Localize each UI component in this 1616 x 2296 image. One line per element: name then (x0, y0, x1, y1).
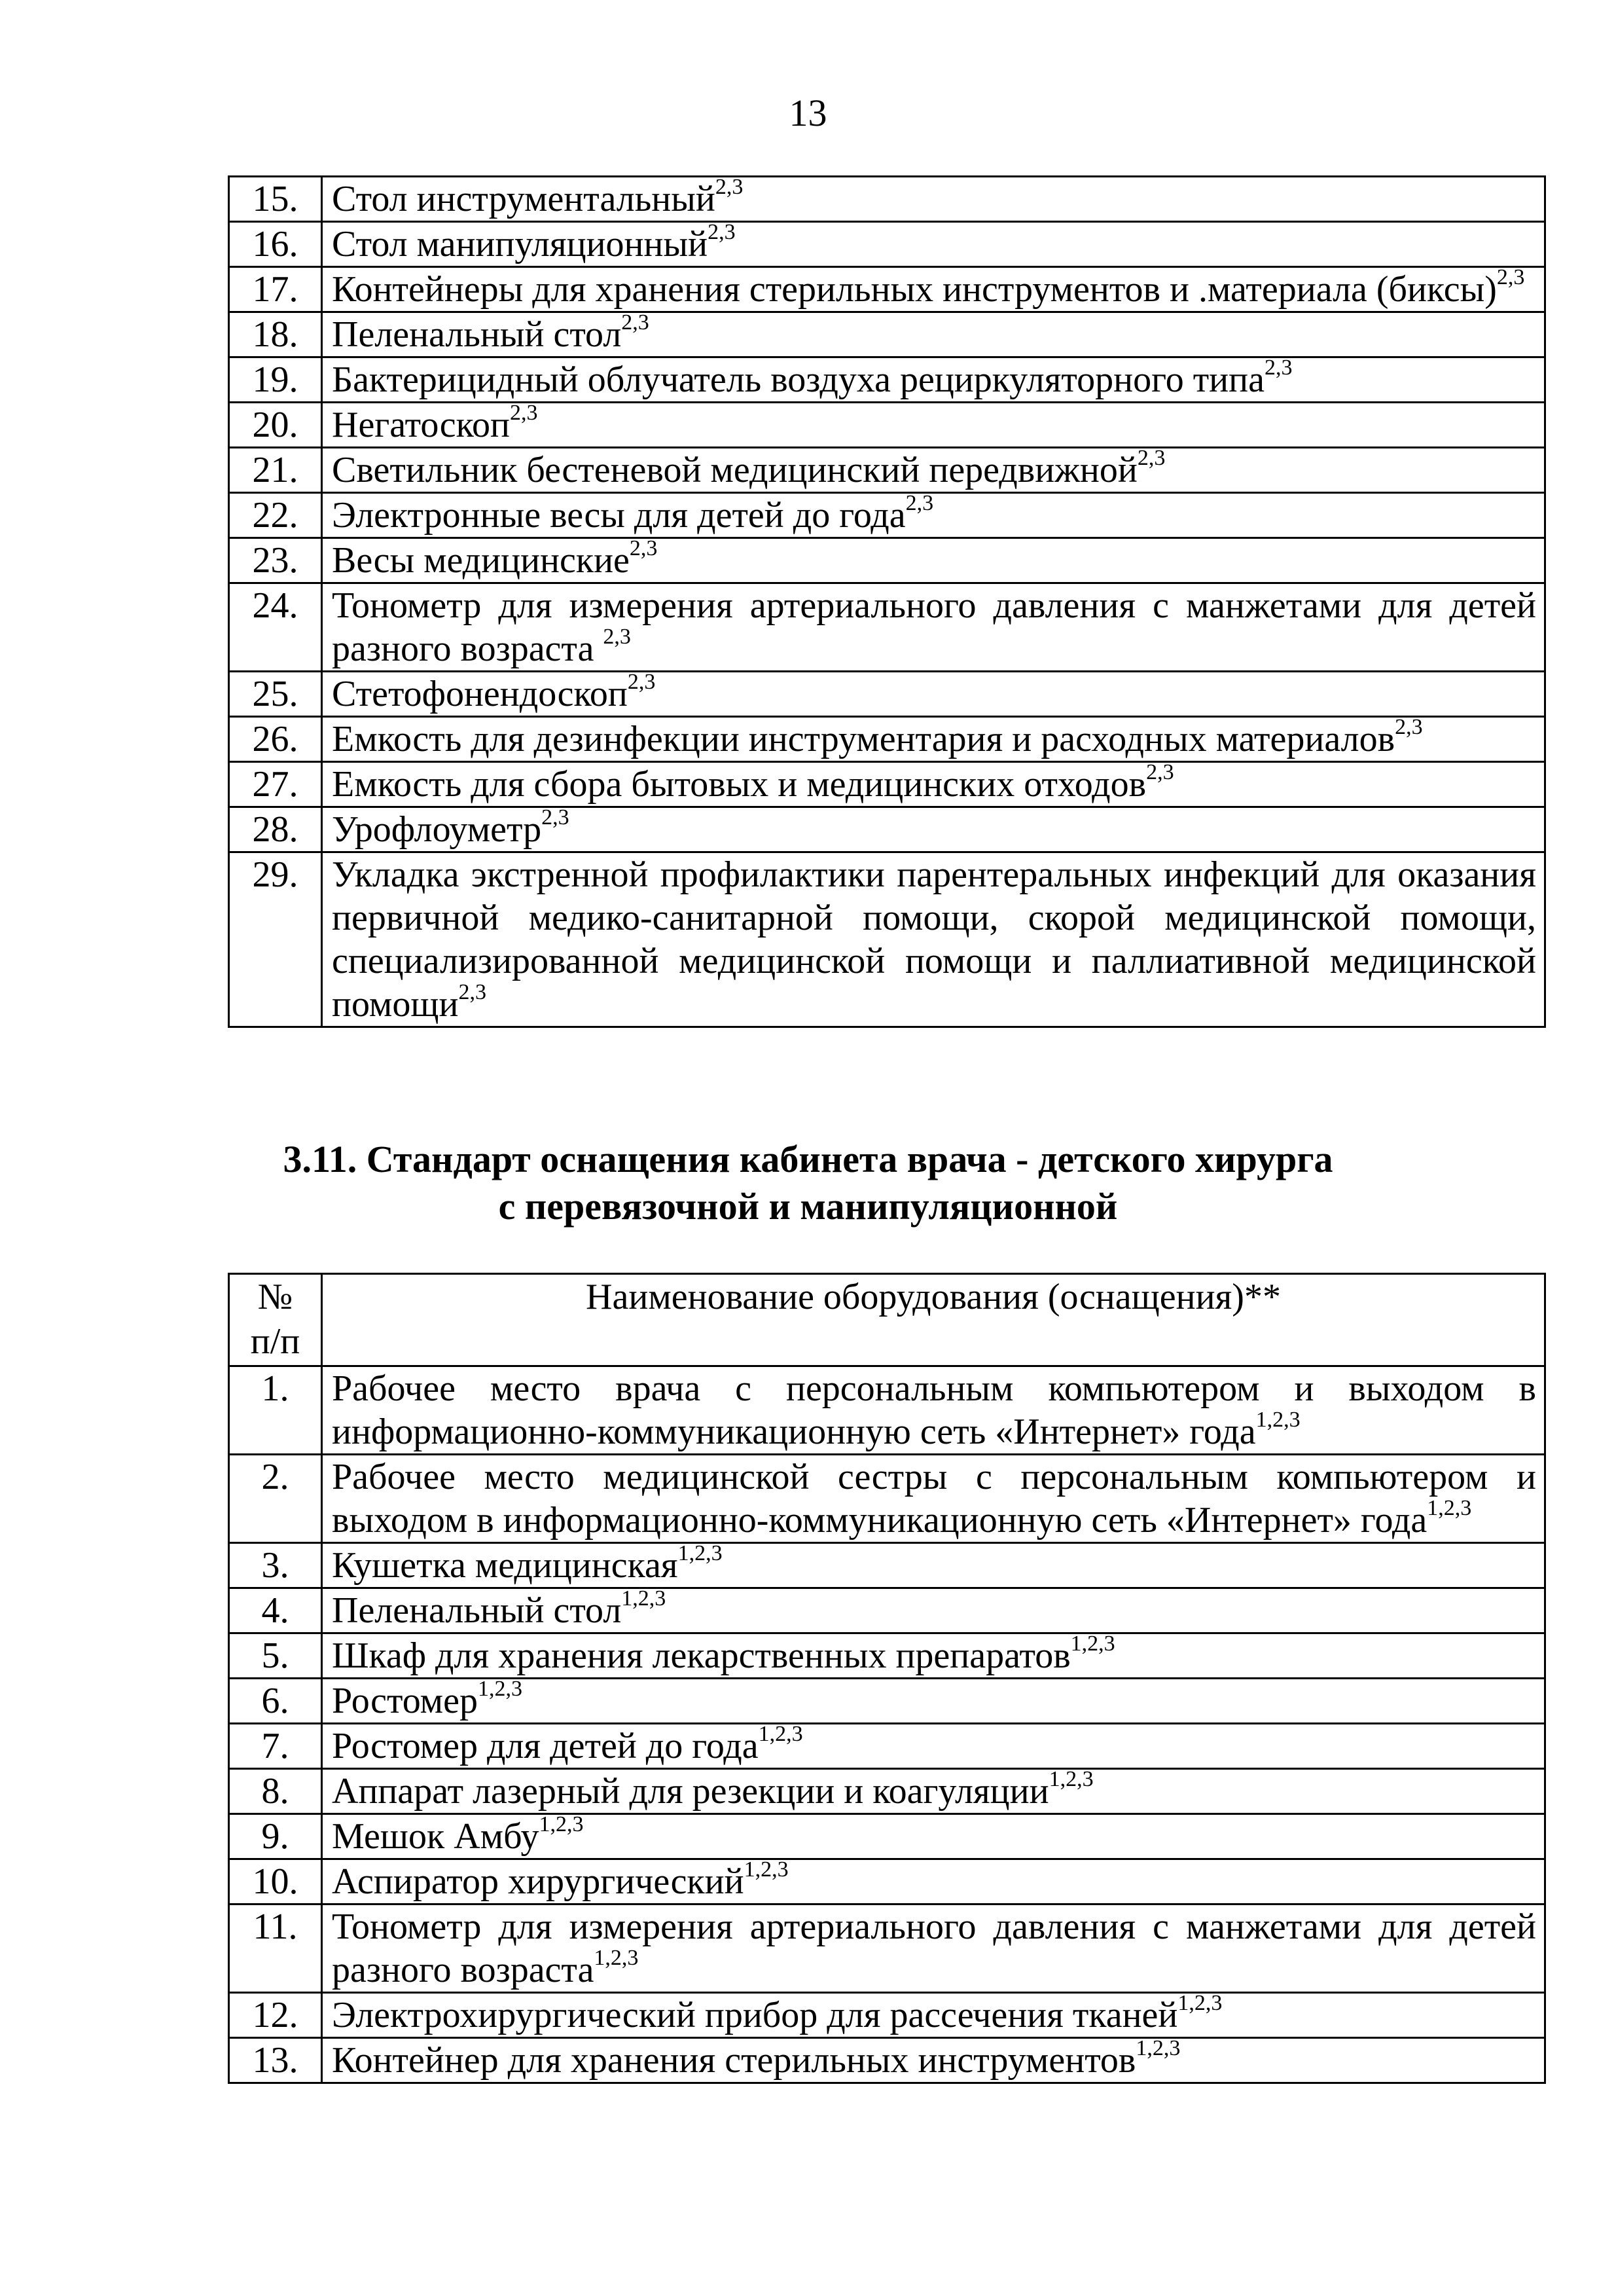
table-header-row (229, 1274, 1545, 1366)
table-row (229, 1633, 1545, 1679)
row-equipment-name (322, 1993, 1545, 2038)
table-row (229, 762, 1545, 807)
header-number-line-1: № (257, 1277, 293, 1317)
table-row (229, 1724, 1545, 1769)
equipment-name-text: Тонометр для измерения артериального давления с манжетами для детей разного возраста (332, 1906, 1536, 1990)
row-equipment-name (322, 403, 1545, 448)
row-equipment-name (322, 717, 1545, 762)
table-row (229, 1993, 1545, 2038)
equipment-name-text: Укладка экстренной профилактики парентеральных инфекций для оказания первичной медико-санитарной помощи, скорой медицинской помощи, специализированной медицинской помощи и паллиативной медицинской помощи (332, 854, 1536, 1025)
row-number: 12. (229, 1993, 322, 2038)
row-number: 17. (229, 267, 322, 312)
row-equipment-name (322, 852, 1545, 1027)
row-equipment-name (322, 1366, 1545, 1455)
row-number: 11. (229, 1904, 322, 1993)
row-number: 5. (229, 1633, 322, 1679)
row-equipment-name (322, 1455, 1545, 1543)
footnote-reference: 2,3 (458, 980, 486, 1004)
table-row (229, 222, 1545, 267)
table-row (229, 807, 1545, 852)
table-row (229, 2038, 1545, 2083)
footnote-reference: 2,3 (541, 805, 569, 829)
footnote-reference: 1,2,3 (1255, 1408, 1301, 1432)
equipment-name-text: Контейнеры для хранения стерильных инструментов и .материала (биксы) (332, 269, 1497, 310)
equipment-table-body (229, 177, 1545, 1027)
footnote-reference: 1,2,3 (1427, 1496, 1472, 1520)
equipment-name-text: Пеленальный стол (332, 314, 622, 355)
row-equipment-name (322, 1859, 1545, 1904)
table-row (229, 538, 1545, 583)
row-number: 6. (229, 1679, 322, 1724)
footnote-reference: 1,2,3 (477, 1677, 522, 1701)
footnote-reference: 2,3 (510, 401, 538, 425)
equipment-name-text: Весы медицинские (332, 540, 630, 581)
header-name-cell: Наименование оборудования (оснащения)** (322, 1274, 1545, 1366)
row-number: 3. (229, 1543, 322, 1588)
equipment-name-text: Тонометр для измерения артериального давления с манжетами для детей разного возраста (332, 585, 1536, 669)
row-number: 1. (229, 1366, 322, 1455)
row-number: 24. (229, 583, 322, 672)
row-equipment-name (322, 1904, 1545, 1993)
equipment-name-text: Электронные весы для детей до года (332, 495, 906, 536)
row-number: 29. (229, 852, 322, 1027)
equipment-name-text: Аппарат лазерный для резекции и коагуляции (332, 1771, 1049, 1812)
row-equipment-name (322, 2038, 1545, 2083)
equipment-name-text: Рабочее место медицинской сестры с персональным компьютером и выходом в информационно-коммуникационную сеть «Интернет» года (332, 1457, 1536, 1540)
row-equipment-name (322, 1814, 1545, 1859)
equipment-name-text: Бактерицидный облучатель воздуха рециркуляторного типа (332, 359, 1265, 400)
equipment-name-text: Контейнер для хранения стерильных инструментов (332, 2040, 1136, 2081)
row-number: 18. (229, 312, 322, 357)
row-equipment-name (322, 583, 1545, 672)
footnote-reference: 1,2,3 (1136, 2036, 1181, 2060)
equipment-standard-table (228, 1273, 1546, 2084)
table-row (229, 1859, 1545, 1904)
row-number: 9. (229, 1814, 322, 1859)
equipment-name-text: Кушетка медицинская (332, 1545, 678, 1586)
row-equipment-name (322, 762, 1545, 807)
equipment-table-body (229, 1366, 1545, 2083)
equipment-name-text: Рабочее место врача с персональным компьютером и выходом в информационно-коммуникационную сеть «Интернет» года (332, 1368, 1536, 1452)
footnote-reference: 2,3 (627, 670, 656, 694)
row-number: 10. (229, 1859, 322, 1904)
footnote-reference: 1,2,3 (1070, 1631, 1115, 1656)
row-equipment-name (322, 493, 1545, 538)
row-equipment-name (322, 267, 1545, 312)
equipment-name-text: Емкость для сбора бытовых и медицинских отходов (332, 764, 1147, 805)
header-number-line-2: п/п (250, 1321, 300, 1362)
row-number: 4. (229, 1588, 322, 1633)
row-number: 23. (229, 538, 322, 583)
row-equipment-name (322, 222, 1545, 267)
table-row (229, 357, 1545, 403)
footnote-reference: 1,2,3 (677, 1541, 723, 1565)
footnote-reference: 2,3 (629, 536, 658, 560)
row-number: 15. (229, 177, 322, 222)
footnote-reference: 2,3 (1137, 446, 1166, 470)
table-row (229, 448, 1545, 493)
table-row (229, 1904, 1545, 1993)
equipment-name-text: Электрохирургический прибор для рассечения тканей (332, 1995, 1178, 2035)
equipment-name-text: Стол инструментальный (332, 179, 715, 219)
table-row (229, 1679, 1545, 1724)
equipment-table-continued (228, 175, 1546, 1028)
row-number: 2. (229, 1455, 322, 1543)
footnote-reference: 1,2,3 (1049, 1767, 1094, 1791)
footnote-reference: 2,3 (1395, 715, 1423, 739)
table-row (229, 1543, 1545, 1588)
table-row (229, 583, 1545, 672)
table-row (229, 312, 1545, 357)
table-row (229, 1455, 1545, 1543)
row-number: 27. (229, 762, 322, 807)
footnote-reference: 2,3 (1146, 760, 1174, 784)
row-number: 13. (229, 2038, 322, 2083)
row-number: 8. (229, 1769, 322, 1814)
footnote-reference: 2,3 (1496, 265, 1525, 289)
table-row (229, 717, 1545, 762)
row-equipment-name (322, 312, 1545, 357)
footnote-reference: 2,3 (621, 310, 649, 335)
table-row (229, 1769, 1545, 1814)
row-equipment-name (322, 1679, 1545, 1724)
equipment-name-text: Аспиратор хирургический (332, 1861, 744, 1902)
section-title-line-2: с перевязочной и манипуляционной (498, 1185, 1118, 1228)
row-number: 7. (229, 1724, 322, 1769)
table-row (229, 1588, 1545, 1633)
table-row (229, 177, 1545, 222)
equipment-name-text: Ростомер для детей до года (332, 1726, 759, 1766)
footnote-reference: 1,2,3 (621, 1586, 666, 1611)
footnote-reference: 2,3 (715, 175, 744, 199)
header-number-cell (229, 1274, 322, 1366)
row-number: 21. (229, 448, 322, 493)
section-title-line-1: 3.11. Стандарт оснащения кабинета врача - детского хирурга (283, 1138, 1333, 1180)
row-equipment-name (322, 1724, 1545, 1769)
row-equipment-name (322, 448, 1545, 493)
table-row (229, 1366, 1545, 1455)
table-row (229, 493, 1545, 538)
row-number: 19. (229, 357, 322, 403)
row-equipment-name (322, 538, 1545, 583)
footnote-reference: 1,2,3 (1177, 1991, 1223, 2015)
equipment-name-text: Стетофонендоскоп (332, 674, 628, 714)
row-equipment-name (322, 672, 1545, 717)
row-number: 26. (229, 717, 322, 762)
row-equipment-name (322, 1769, 1545, 1814)
footnote-reference: 2,3 (708, 220, 736, 244)
footnote-reference: 2,3 (905, 491, 934, 515)
equipment-name-text: Мешок Амбу (332, 1816, 539, 1857)
row-number: 28. (229, 807, 322, 852)
equipment-name-text: Негатоскоп (332, 405, 510, 445)
equipment-name-text: Стол манипуляционный (332, 224, 708, 264)
table-row (229, 672, 1545, 717)
row-equipment-name (322, 807, 1545, 852)
footnote-reference: 2,3 (603, 625, 631, 649)
equipment-name-text: Урофлоуметр (332, 809, 542, 850)
row-equipment-name (322, 357, 1545, 403)
table-row (229, 852, 1545, 1027)
row-equipment-name (322, 1588, 1545, 1633)
page-number: 13 (789, 92, 827, 134)
equipment-name-text: Емкость для дезинфекции инструментария и расходных материалов (332, 719, 1395, 759)
row-number: 25. (229, 672, 322, 717)
equipment-name-text: Светильник бестеневой медицинский передвижной (332, 450, 1138, 490)
table-row (229, 403, 1545, 448)
row-equipment-name (322, 1543, 1545, 1588)
footnote-reference: 1,2,3 (758, 1722, 803, 1746)
footnote-reference: 1,2,3 (594, 1946, 639, 1970)
row-equipment-name (322, 177, 1545, 222)
equipment-name-text: Шкаф для хранения лекарственных препаратов (332, 1635, 1071, 1676)
footnote-reference: 1,2,3 (744, 1857, 789, 1882)
footnote-reference: 2,3 (1264, 355, 1293, 380)
equipment-name-text: Пеленальный стол (332, 1590, 622, 1631)
footnote-reference: 1,2,3 (539, 1812, 584, 1836)
section-title (0, 1136, 1616, 1230)
table-row (229, 267, 1545, 312)
row-number: 22. (229, 493, 322, 538)
table-row (229, 1814, 1545, 1859)
row-number: 16. (229, 222, 322, 267)
row-equipment-name (322, 1633, 1545, 1679)
equipment-name-text: Ростомер (332, 1681, 478, 1721)
row-number: 20. (229, 403, 322, 448)
